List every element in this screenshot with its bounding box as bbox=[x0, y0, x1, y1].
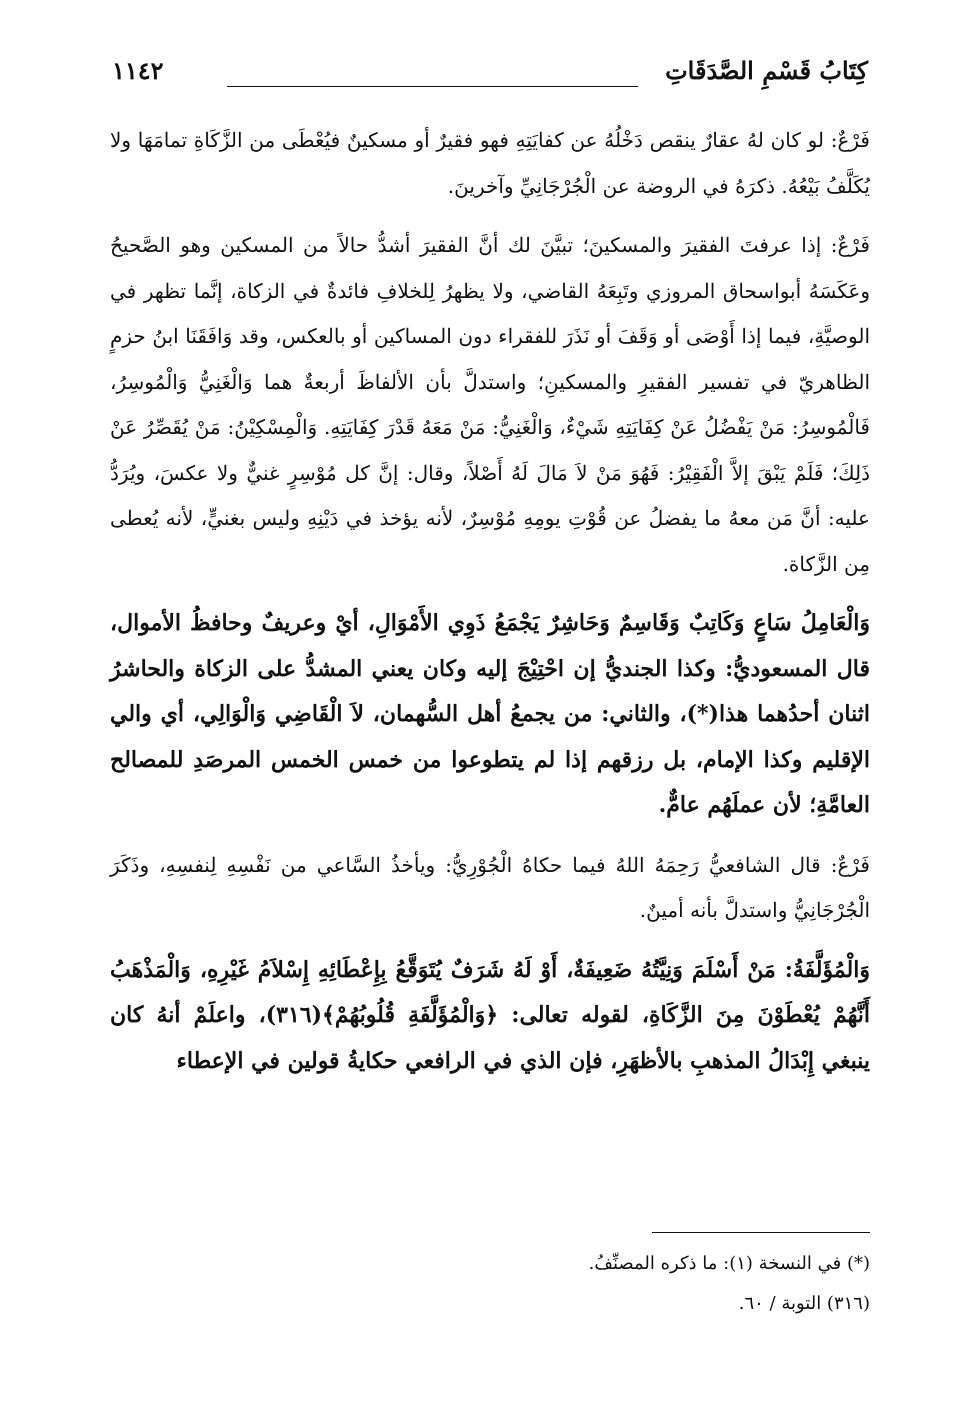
paragraph-amil: وَالْعَامِلُ سَاعٍ وَكَاتِبٌ وَقَاسِمٌ وَحَاشِرٌ يَجْمَعُ ذَوِي الأَمْوَالِ، أيْ وعريفٌ وحافظُ الأموال، قال المسعوديُّ: وكذا الجنديُّ إن احْتِيْجَ إليه وكان يعني المشدُّ على الزكاة والحاشرُ اثنان أحدُهما هذا(*)، والثاني: من يجمعُ أهل السُّهمان، لاَ الْقَاضِي وَالْوَالِي، أي والي الإقليم وكذا الإمام، بل رزقهم إذا لم يتطوعوا من خمس الخمس المرصَدِ للمصالح العامَّةِ؛ لأن عملَهُم عامٌّ. bbox=[110, 610, 870, 818]
footnote-2: (٣١٦) التوبة / ٦٠. bbox=[738, 1293, 870, 1314]
footnote-divider bbox=[652, 1232, 870, 1233]
paragraph-far-aqar: فَرْعٌ: لو كان لهُ عقارٌ ينقص دَخْلُهُ عن كفايَتِهِ فهو فقيرٌ أو مسكينٌ فيُعْطَى من الزَّكَاةِ تمامَهَا ولا يُكَلَّفُ بَيْعُهُ. ذكرَهُ في الروضة عن الْجُرْجَانِيِّ وآخرينَ. bbox=[110, 128, 870, 198]
page-body bbox=[110, 118, 870, 1098]
header-rule bbox=[227, 86, 638, 87]
chapter-title: كِتَابُ قَسْمِ الصَّدَقَاتِ bbox=[665, 56, 868, 85]
paragraph-muallafa: وَالْمُؤَلَّفَةُ: مَنْ أَسْلَمَ وَنِيَّتُهُ ضَعِيفَةٌ، أَوْ لَهُ شَرَفٌ يُتَوَقَّعُ بِإِعْطَائِهِ إِسْلاَمُ غَيْرِهِ، وَالْمَذْهَبُ أَنَّهُمْ يُعْطَوْنَ مِنَ الزَّكَاةِ، لقوله تعالى: ﴿وَالْمُؤَلَّفَةِ قُلُوبُهُمْ﴾(٣١٦)، واعلَمْ أنهُ كان ينبغي إِبْدَالُ المذهبِ بالأظهَرِ، فإن الذي في الرافعي حكايةُ قولين في الإعطاء bbox=[110, 956, 871, 1074]
footnote-1: (*) في النسخة (١): ما ذكره المصنِّفُ. bbox=[588, 1253, 870, 1274]
paragraph-far-shafii: فَرْعٌ: قال الشافعيُّ رَحِمَهُ اللهُ فيما حكاهُ الْجُوْرِيُّ: ويأخذُ السَّاعي من نَفْسِهِ لِنفسِهِ، وذَكَرَ الْجُرْجَانِيُّ واستدلَّ بأنه أمينٌ. bbox=[110, 852, 870, 922]
footnotes bbox=[110, 1244, 870, 1324]
page-number: ١١٤٢ bbox=[112, 56, 164, 85]
running-header bbox=[112, 56, 868, 96]
paragraph-far-faqir-miskin: فَرْعٌ: إذا عرفتَ الفقيرَ والمسكينَ؛ تبيَّنَ لك أنَّ الفقيرَ أشدُّ حالاً من المسكين وهو الصَّحيحُ وعَكَسَهُ أبواسحاق المروزي وتَبِعَهُ القاضي، ولا يظهرُ لِلخلافِ فائدةٌ في الزكاة، إنَّما تظهر في الوصيَّةِ، فيما إذا أَوْصَى أو وَقَفَ أو نَذَرَ للفقراء دون المساكين أو بالعكس، وقد وَافَقَنَا ابنُ حزمٍ الظاهريّ في تفسير الفقيرِ والمسكينِ؛ واستدلَّ بأن الألفاظَ أربعةٌ هما وَالْغَنِيُّ وَالْمُوسِرُ، فَالْمُوسِرُ: مَنْ يَفْضُلُ عَنْ كِفَايَتِهِ شَيْءٌ، وَالْغَنِيُّ: مَنْ مَعَهُ قَدْرَ كِفَايَتِهِ. وَالْمِسْكِيْنُ: مَنْ يُقَصِّرُ عَنْ ذَلِكَ؛ فَلَمْ يَبْقَ إلاَّ الْفَقِيْرُ: فَهُوَ مَنْ لاَ مَالَ لَهُ أَصْلاً، وقال: إنَّ كل مُوْسِرٍ غنيٌّ ولا عكسَ، ويُرَدُّ عليه: أنَّ مَن معهُ ما يفضلُ عن قُوْتِ يومِهِ مُوْسِرٌ، لأنه يؤخذ في دَيْنِهِ وليس بغنيٍّ، لأنه يُعطى مِن الزَّكاة. bbox=[110, 233, 871, 576]
